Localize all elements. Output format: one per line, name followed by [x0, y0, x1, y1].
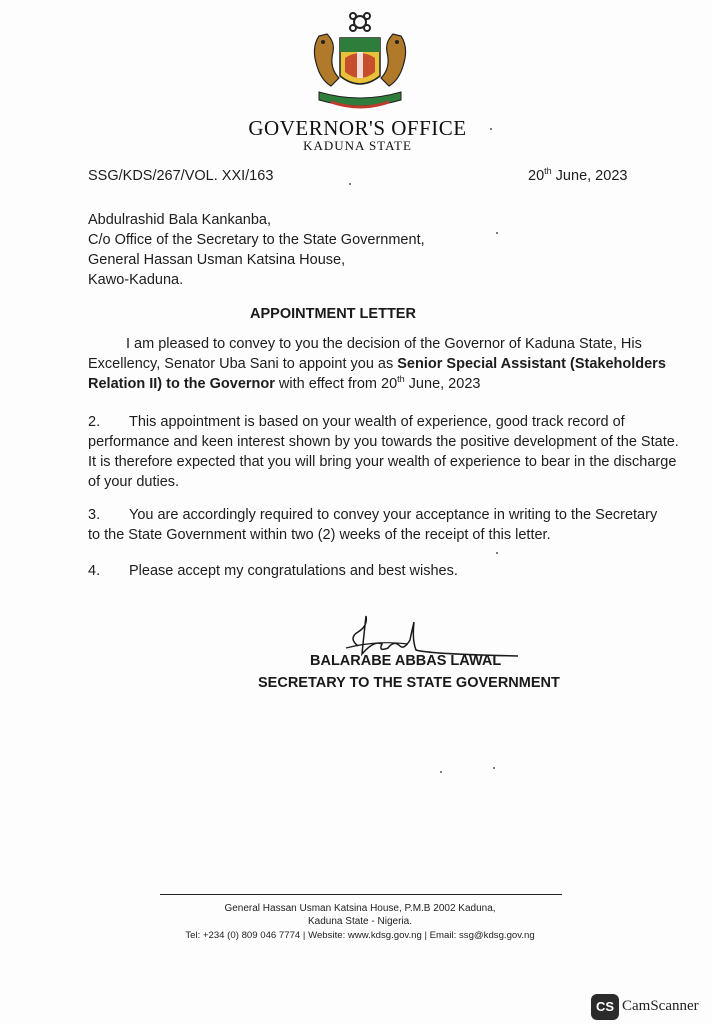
letter-date — [528, 166, 627, 186]
reference-number: SSG/KDS/267/VOL. XXI/163 — [88, 168, 274, 184]
office-title: GOVERNOR'S OFFICE — [248, 116, 467, 140]
scan-speck — [349, 183, 351, 185]
scan-speck — [496, 232, 498, 234]
recipient-address — [88, 210, 425, 290]
paragraph-number: 3. — [88, 507, 101, 523]
paragraph-line: 3. You are accordingly required to convey your acceptance in writing to the Secretary — [88, 507, 658, 523]
paragraph-1 — [88, 334, 666, 394]
paragraph-number: 2. — [88, 414, 101, 430]
camscanner-logo: CS — [591, 994, 619, 1020]
paragraph-line: 2. This appointment is based on your wealth of experience, good track record of — [88, 414, 625, 430]
paragraph-line: 4. Please accept my congratulations and best wishes. — [88, 563, 458, 579]
paragraph-line: I am pleased to convey to you the decision of the Governor of Kaduna State, His — [126, 336, 642, 352]
address-line: C/o Office of the Secretary to the State Government, — [88, 232, 425, 248]
signatory-title: SECRETARY TO THE STATE GOVERNMENT — [258, 675, 560, 691]
address-line: Abdulrashid Bala Kankanba, — [88, 212, 271, 228]
paragraph-3 — [88, 505, 658, 545]
footer-address: General Hassan Usman Katsina House, P.M.B 2002 Kaduna, — [224, 903, 496, 914]
signatory-name: BALARABE ABBAS LAWAL — [310, 653, 502, 669]
paragraph-2 — [88, 412, 679, 492]
date-day: 20 — [528, 168, 545, 184]
paragraph-line: Excellency, Senator Uba Sani to appoint you as Senior Special Assistant (Stakeholders — [88, 356, 666, 372]
scan-speck — [496, 552, 498, 554]
address-line: General Hassan Usman Katsina House, — [88, 252, 346, 268]
paragraph-line: Relation II) to the Governor with effect from 20th June, 2023 — [88, 374, 481, 392]
footer-divider — [160, 894, 562, 895]
scan-speck — [440, 771, 442, 773]
office-subtitle: KADUNA STATE — [303, 138, 412, 153]
paragraph-number: 4. — [88, 563, 101, 579]
kaduna-coat-of-arms-icon — [305, 8, 415, 118]
footer-state: Kaduna State - Nigeria. — [308, 916, 412, 927]
scan-speck — [490, 128, 492, 130]
paragraph-line: performance and keen interest shown by you towards the positive development of the State. — [88, 434, 679, 450]
date-rest: June, 2023 — [551, 168, 628, 184]
scan-speck — [493, 767, 495, 769]
footer-contacts: Tel: +234 (0) 809 046 7774 | Website: www.kdsg.gov.ng | Email: ssg@kdsg.gov.ng — [185, 930, 535, 941]
paragraph-line: It is therefore expected that you will bring your wealth of experience to bear in the discharge — [88, 454, 677, 470]
letter-heading: APPOINTMENT LETTER — [250, 306, 416, 322]
paragraph-4 — [88, 561, 624, 581]
paragraph-line: of your duties. — [88, 474, 180, 490]
date-suffix: th — [544, 166, 552, 177]
camscanner-watermark: CamScanner — [622, 998, 699, 1014]
address-line: Kawo-Kaduna. — [88, 272, 184, 288]
paragraph-line: to the State Government within two (2) weeks of the receipt of this letter. — [88, 527, 551, 543]
